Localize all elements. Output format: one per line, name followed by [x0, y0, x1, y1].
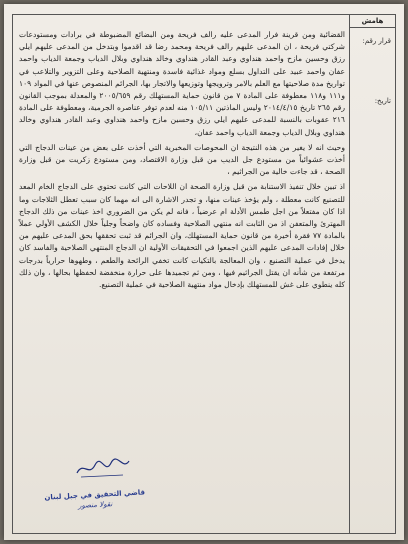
- paragraph-3: اذ تبين خلال تنفيذ الاستنابة من قبل وزارة الصحة ان اللاحات التي كانت تحتوي على الدجاج الخام المعد للتصنيع كانت معطلة ، ولم يؤخذ عينات منها، و تجدر الاشارة الى انه مهما كان سبب تعطل الثلاجات وما اذا كان مفتعلاً من اجل طمس الأدلة ام عرضياً ، فانه لم يكن من الضروري اخذ عينات من ذلك الدجاج المهترئ والمتعفن اذ من الثابت انه منتهي الصلاحية وفساده كان واضحاً وجلياً خلال الكشف الأولي عملاً بالمادة ٧٧ فقرة أخيرة من قانون حماية المستهلك، وان الجرائم قد ثبت تحققها بحق المدعى عليهم من خلال إفادات المدعى عليهم الذين اجمعوا في التحقيقات الأولية ان الدجاج المنتهي الصلاحية والفاسد كان يدخل في عملية التصنيع ، وان المعالجة بالتكيات كانت تخفي الرائحة والطعم ، وطهوها حرارياً بدرجات مرتفعة من شأنه ان يقتل الجراثيم فيها ، ومن ثم تجميدها على حرارة منخفضة لحفظها بحالها ، وان ذلك كله ينطوي على غش للمستهلك بإدخال مواد منتهية الصلاحية في عملية التصنيع.: [19, 182, 345, 290]
- judge-stamp: [35, 488, 156, 512]
- file-number-label: قرار رقم:: [362, 37, 391, 45]
- document-body: [19, 29, 345, 294]
- date-label: تاريخ:: [374, 97, 391, 105]
- signature-scribble: [73, 455, 133, 481]
- paragraph-1: القضائية ومن قرينة فرار المدعى عليه رالف فريحة ومن البضائع المضبوطة في برادات ومستودعات شركتي فريحة ، ان المدعى عليهم رالف فريحة ومحمد رضا قد اقدموا وبتدخل من المدعى عليهم ايلي رزق وحسين مازح واحمد هنداوي وعبد القادر هنداوي وخالد هنداوي وبلال الدياب وجمعة الدياب واحمد عفان واحمد عبيد على التداول بسلع ومواد غذائية فاسدة ومنتهية الصلاحية وعلى التزوير والتلاعب في تواريخ مدة صلاحيتها مع العلم بالامر وترويجها وتوزيعها والاتجار بها، الجرائم المنصوص عنها في المواد ١٠٩ و١١١ و١١٨ معطوفة على المادة ٧ من قانون حماية المستهلك رقم ٢٠٠٥/٦٥٩ والمعدلة بموجب القانون رقم ٢٦٥ تاريخ ٢٠١٤/٤/١٥ وليس الماذتين ١٠٥/١١ منه لعدم توفر عناصره الجرمية، ومعطوفة على المادة ٢١٦ عقوبات بالنسبة للمدعى عليهم ايلي رزق وحسين مازح واحمد هنداوي وعبد القادر هنداوي وخالد هنداوي وبلال الدياب وجمعة الدياب واحمد عفان،: [19, 30, 346, 137]
- stamp-name: نقولا منصور: [77, 500, 113, 510]
- page-frame: [12, 14, 396, 534]
- margin-title: هامش: [350, 15, 395, 28]
- paragraph-2: وحيث انه لا يغير من هذه النتيجة ان المحوصات المخبرية التي أخذت على بعض من عينات الدجاج التي أخذت عشوائياً من مستودع جل الديب من قبل وزارة الاقتصاد، ومن مستودع زكريت من قبل وزارة الصحة ، قد جاءت خالية من الجراثيم ،: [19, 142, 345, 177]
- margin-column: [349, 15, 395, 533]
- stamp-title: قاضي التحقيق في جبل لبنان: [44, 488, 146, 502]
- document-page: [4, 4, 404, 540]
